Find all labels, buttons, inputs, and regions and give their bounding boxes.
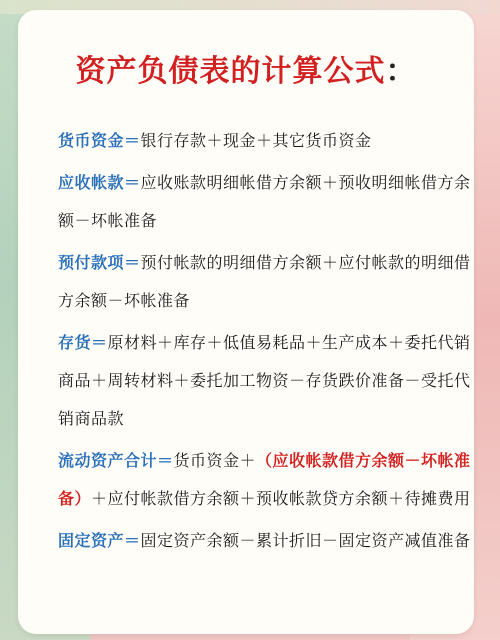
formula-label: 预付款项＝ <box>58 253 141 272</box>
formula-text: 原材料＋库存＋低值易耗品＋生产成本＋委托代销商品＋周转材料＋委托加工物资－存货跌价准备－受托代销商品款 <box>58 333 471 428</box>
formula-item-cash <box>58 122 478 160</box>
formula-text: 银行存款＋现金＋其它货币资金 <box>140 131 372 150</box>
title-text: 资产负债表的计算公式 <box>75 54 386 89</box>
formula-highlight: （应收帐款借方余额－坏帐准备） <box>58 451 471 508</box>
page-title <box>18 46 474 90</box>
content-card <box>18 10 474 634</box>
formula-list <box>58 122 478 564</box>
formula-label: 存货＝ <box>58 333 108 352</box>
formula-text: 固定资产余额－累计折旧－固定资产减值准备 <box>140 531 471 550</box>
formula-text: ＋应付帐款借方余额＋预收帐款贷方余额＋待摊费用 <box>91 489 471 508</box>
formula-label: 固定资产＝ <box>58 531 141 550</box>
formula-text: 货币资金＋ <box>173 451 257 470</box>
formula-item-prepayments <box>58 244 478 320</box>
formula-label: 货币资金＝ <box>58 131 141 150</box>
formula-item-current-assets-total <box>58 442 478 518</box>
formula-item-accounts-receivable <box>58 164 478 240</box>
formula-label: 流动资产合计＝ <box>58 451 174 470</box>
formula-item-fixed-assets <box>58 522 478 560</box>
title-colon: ： <box>385 54 417 89</box>
formula-text: 应收账款明细帐借方余额＋预收明细帐借方余额－坏帐准备 <box>58 173 471 230</box>
formula-item-inventory <box>58 324 478 438</box>
formula-text: 预付帐款的明细借方余额＋应付帐款的明细借方余额－坏帐准备 <box>58 253 471 310</box>
formula-label: 应收帐款＝ <box>58 173 141 192</box>
